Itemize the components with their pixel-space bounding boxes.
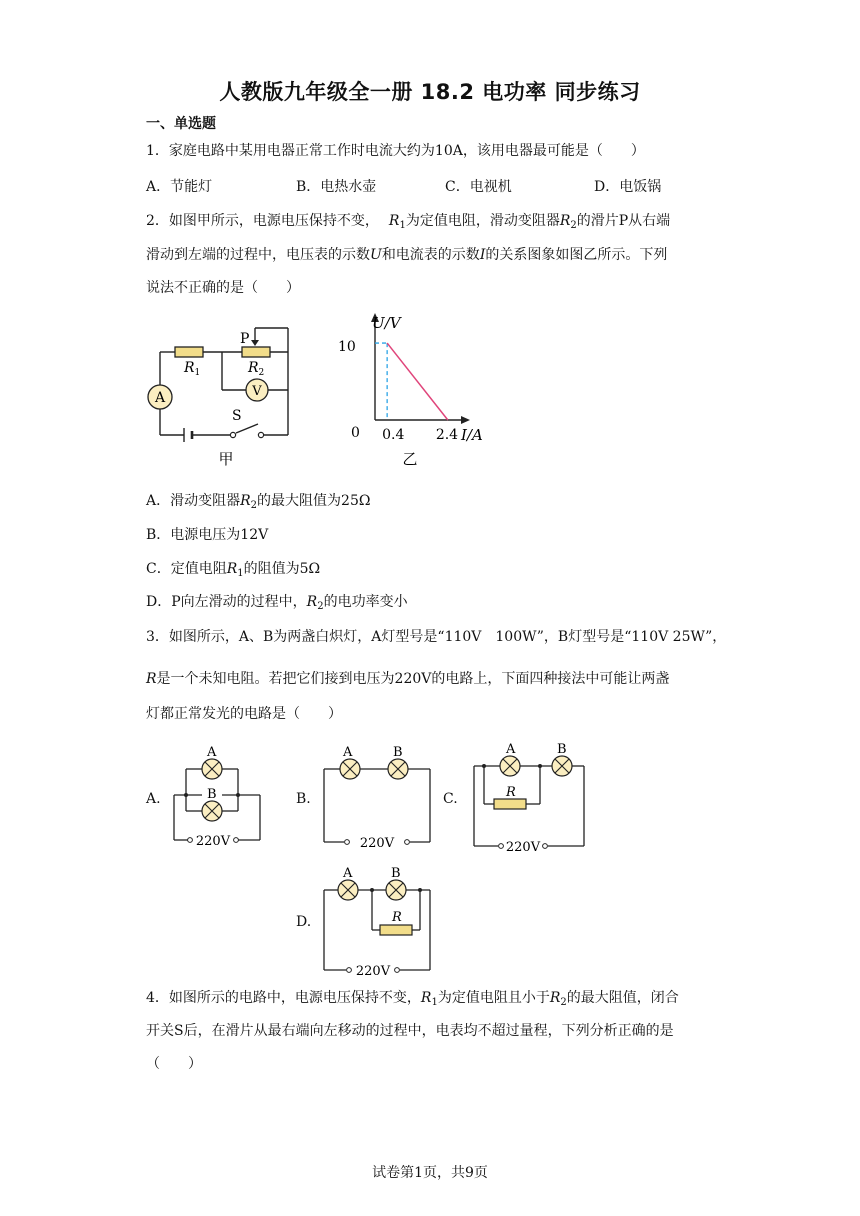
terminal — [347, 968, 352, 973]
x-axis-label: I/A — [461, 426, 483, 444]
q2-stem-line2: 滑动到左端的过程中，电压表的示数U和电流表的示数I的关系图象如图乙所示。下列 — [146, 247, 668, 263]
voltmeter-label: V — [252, 384, 262, 399]
q2-option-b: B．电源电压为12V — [146, 527, 269, 543]
source-label: 220V — [195, 834, 231, 849]
series-line — [387, 343, 448, 420]
q1-option-c: C．电视机 — [445, 179, 512, 195]
y-axis-label: U/V — [372, 314, 401, 332]
q3-option-a-label: A. — [146, 791, 161, 807]
origin-label: 0 — [351, 425, 360, 441]
q1-stem: 1．家庭电路中某用电器正常工作时电流大约为10A，该用电器最可能是（ ） — [146, 143, 645, 159]
r2-label: $R_2$ — [248, 360, 265, 378]
slider-label: P — [240, 331, 250, 347]
q3-circuit-c — [466, 738, 592, 856]
q3-option-c-label: C. — [443, 791, 458, 807]
q2-option-a: A．滑动变阻器$R_2$的最大阻值为25Ω — [146, 493, 371, 511]
q3-stem-line1: 3．如图所示，A、B为两盏白炽灯，A灯型号是“110V 100W”，B灯型号是“110V 25W”， — [146, 629, 727, 645]
source-label: 220V — [355, 964, 391, 979]
terminal — [188, 838, 193, 843]
q4-stem-line1: 4．如图所示的电路中，电源电压保持不变，$R_1$为定值电阻且小于$R_2$的最大阻值，闭合 — [146, 990, 679, 1008]
resistor-label: R — [506, 785, 516, 800]
q4-stem-line2: 开关S后，在滑片从最右端向左移动的过程中，电表均不超过量程，下列分析正确的是 — [146, 1023, 674, 1039]
terminal — [543, 844, 548, 849]
terminal — [234, 838, 239, 843]
source-label: 220V — [505, 840, 541, 855]
x-tick-label: 0.4 — [382, 427, 405, 443]
q1-option-d: D．电饭锅 — [594, 179, 662, 195]
resistor-label: R — [392, 910, 402, 925]
resistor-r — [494, 799, 526, 809]
r1-label: $R_1$ — [184, 360, 201, 378]
q1-option-b: B．电热水壶 — [296, 179, 377, 195]
x-tick-label: 2.4 — [435, 427, 459, 443]
q2-graph-yi — [330, 308, 500, 473]
source-label: 220V — [359, 836, 395, 851]
q1-option-a: A．节能灯 — [146, 179, 213, 195]
junction-dot — [482, 764, 486, 768]
r1-resistor — [175, 347, 203, 357]
switch-contact — [230, 432, 235, 437]
q3-circuit-b — [316, 745, 436, 853]
q2-stem-line3: 说法不正确的是（ ） — [146, 280, 300, 296]
terminal — [499, 844, 504, 849]
ammeter-label: A — [154, 390, 166, 406]
switch-contact — [258, 432, 263, 437]
r2-rheostat — [242, 347, 270, 357]
resistor-r — [380, 925, 412, 935]
q3-circuit-a — [166, 745, 266, 853]
q2-option-d: D．P向左滑动的过程中，$R_2$的电功率变小 — [146, 594, 408, 612]
x-axis-arrow — [461, 416, 470, 424]
lamp-b-label: B — [391, 866, 401, 881]
q3-option-b-label: B. — [296, 791, 311, 807]
figure-caption-yi: 乙 — [402, 450, 418, 468]
q2-stem-line1: 2．如图甲所示，电源电压保持不变， $R_1$为定值电阻，滑动变阻器$R_2$的滑片P从右端 — [146, 213, 671, 231]
lamp-a-label: A — [343, 745, 353, 760]
lamp-b-label: B — [557, 742, 567, 757]
q3-circuit-d — [316, 862, 442, 980]
junction-dot — [184, 793, 188, 797]
lamp-b-label: B — [393, 745, 403, 760]
q3-option-d-label: D. — [296, 914, 312, 930]
page-footer: 试卷第1页，共9页 — [372, 1165, 488, 1181]
terminal — [345, 840, 350, 845]
terminal — [395, 968, 400, 973]
lamp-a-label: A — [506, 742, 516, 757]
lamp-a-label: A — [207, 745, 217, 760]
junction-dot — [236, 793, 240, 797]
terminal — [405, 840, 410, 845]
y-tick-label: 10 — [338, 339, 356, 355]
figure-caption-jia: 甲 — [218, 450, 234, 468]
lamp-a-label: A — [343, 866, 353, 881]
q2-circuit-jia — [140, 320, 310, 470]
section-heading: 一、单选题 — [146, 116, 216, 132]
q4-stem-line3: （ ） — [146, 1056, 202, 1072]
slider-arrow — [251, 340, 259, 346]
q3-stem-line2: R是一个未知电阻。若把它们接到电压为220V的电路上，下面四种接法中可能让两盏 — [146, 671, 670, 687]
junction-dot — [538, 764, 542, 768]
junction-dot — [418, 888, 422, 892]
switch-label: S — [232, 408, 242, 424]
q2-option-c: C．定值电阻$R_1$的阻值为5Ω — [146, 561, 321, 579]
page-title: 人教版九年级全一册 18.2 电功率 同步练习 — [219, 80, 641, 104]
q3-stem-line3: 灯都正常发光的电路是（ ） — [146, 706, 342, 722]
junction-dot — [370, 888, 374, 892]
lamp-b-label: B — [207, 787, 217, 802]
